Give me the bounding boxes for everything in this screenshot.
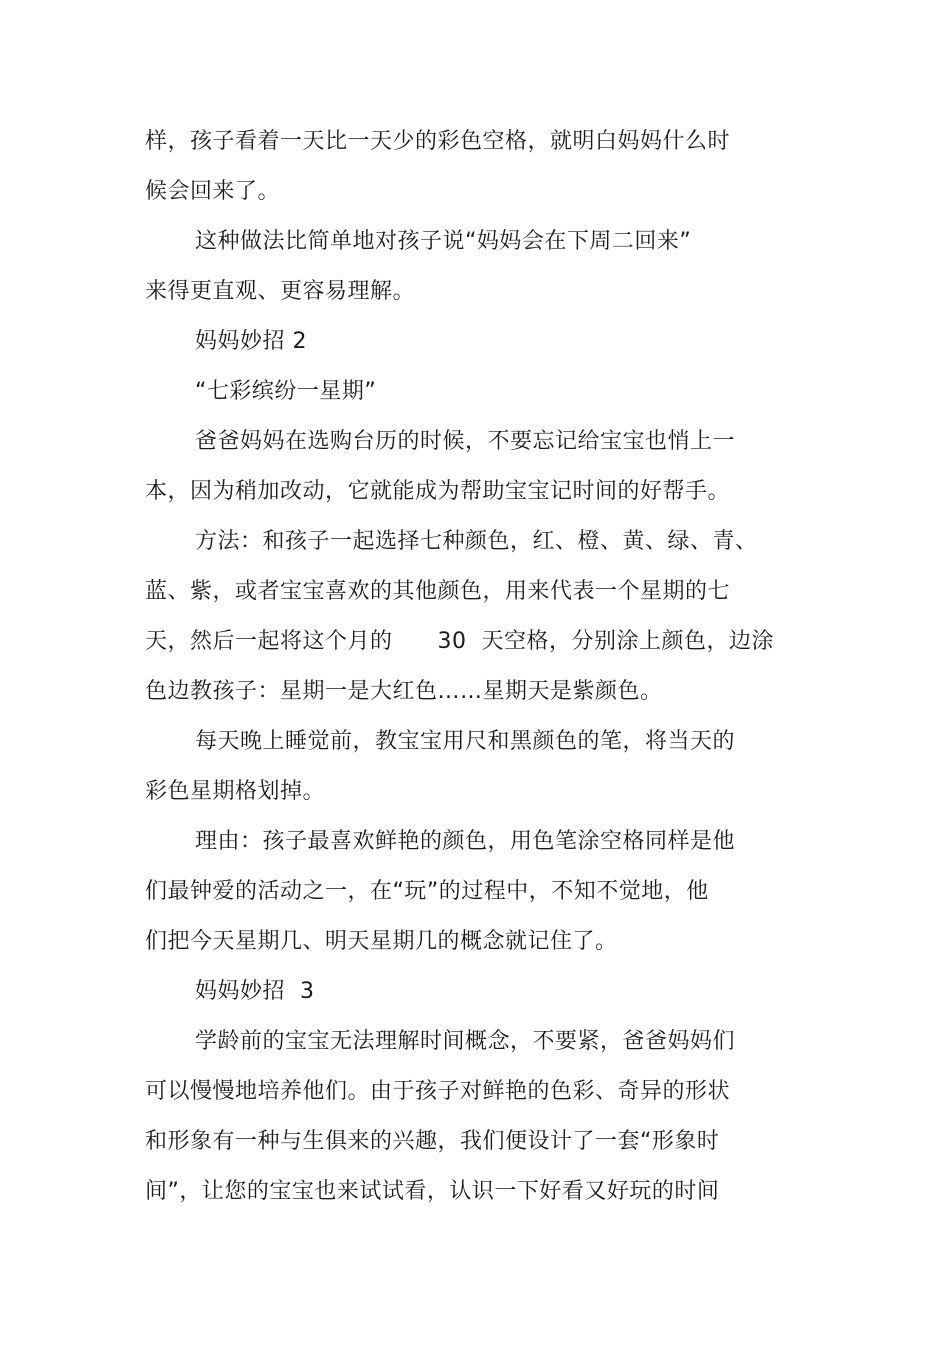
text-line: 和形象有一种与生俱来的兴趣，我们便设计了一套“形象时 xyxy=(145,1129,720,1154)
section-heading: 妈妈妙招 3 xyxy=(195,979,315,1004)
section-subtitle: “七彩缤纷一星期” xyxy=(195,379,377,404)
text-line: 们把今天星期几、明天星期几的概念就记住了。 xyxy=(145,929,618,954)
section-heading: 妈妈妙招 2 xyxy=(195,329,307,354)
text-line: 天，然后一起将这个月的 30 天空格，分别涂上颜色，边涂 xyxy=(145,629,774,654)
text-line: 爸爸妈妈在选购台历的时候，不要忘记给宝宝也悄上一 xyxy=(195,429,736,454)
text-line: 本，因为稍加改动，它就能成为帮助宝宝记时间的好帮手。 xyxy=(145,479,731,504)
text-line: 样，孩子看着一天比一天少的彩色空格，就明白妈妈什么时 xyxy=(145,129,731,154)
text-line: 可以慢慢地培养他们。由于孩子对鲜艳的色彩、奇异的形状 xyxy=(145,1079,731,1104)
text-line: 蓝、紫，或者宝宝喜欢的其他颜色，用来代表一个星期的七 xyxy=(145,579,731,604)
text-line: 学龄前的宝宝无法理解时间概念，不要紧，爸爸妈妈们 xyxy=(195,1029,736,1054)
text-line: 间”，让您的宝宝也来试试看，认识一下好看又好玩的时间 xyxy=(145,1179,720,1204)
text-line: 来得更直观、更容易理解。 xyxy=(145,279,416,304)
text-line: 色边教孩子：星期一是大红色……星期天是紫颜色。 xyxy=(145,679,663,704)
text-line: 彩色星期格划掉。 xyxy=(145,779,326,804)
text-line: 每天晚上睡觉前，教宝宝用尺和黑颜色的笔，将当天的 xyxy=(195,729,736,754)
text-line: 理由：孩子最喜欢鲜艳的颜色，用色笔涂空格同样是他 xyxy=(195,829,736,854)
text-line: 候会回来了。 xyxy=(145,179,281,204)
text-line: 这种做法比简单地对孩子说“妈妈会在下周二回来” xyxy=(195,229,692,254)
text-line: 方法：和孩子一起选择七种颜色，红、橙、黄、绿、青、 xyxy=(195,529,758,554)
text-line: 们最钟爱的活动之一，在“玩”的过程中，不知不觉地，他 xyxy=(145,879,709,904)
